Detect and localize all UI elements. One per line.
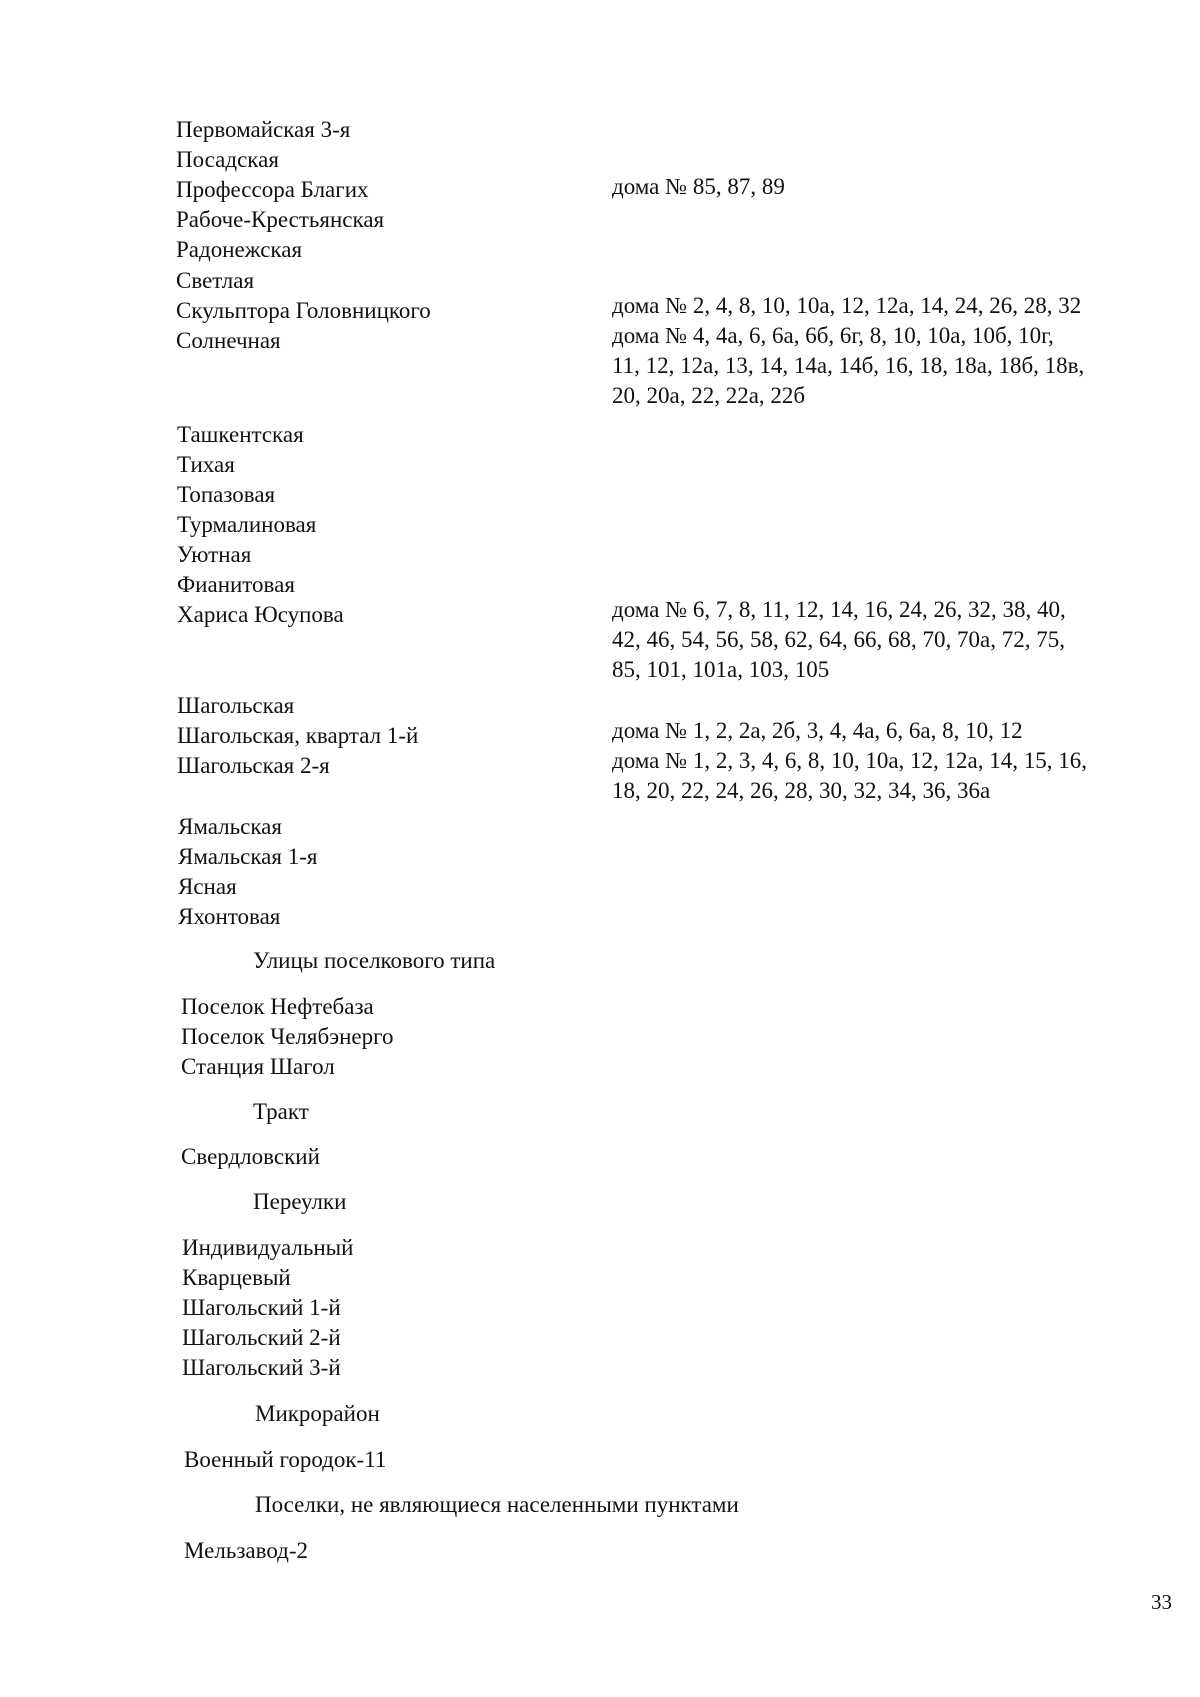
section-heading: Тракт: [253, 1099, 309, 1124]
section-heading: Улицы поселкового типа: [253, 948, 496, 973]
house-numbers-line: дома № 2, 4, 8, 10, 10а, 12, 12а, 14, 24, 26, 28, 32: [612, 293, 1082, 318]
street-name: Тихая: [177, 452, 235, 477]
house-numbers-line: 18, 20, 22, 24, 26, 28, 30, 32, 34, 36, 36а: [612, 778, 991, 803]
section-heading: Переулки: [253, 1189, 347, 1214]
street-name: Яхонтовая: [178, 904, 281, 929]
house-numbers: [612, 746, 1172, 806]
section-heading: Микрорайон: [255, 1401, 380, 1426]
street-name: Уютная: [177, 542, 252, 567]
house-numbers-line: 42, 46, 54, 56, 58, 62, 64, 66, 68, 70, 70а, 72, 75,: [612, 627, 1065, 652]
street-name: Посадская: [176, 147, 279, 172]
street-name: Солнечная: [176, 328, 281, 353]
list-item: Кварцевый: [182, 1265, 291, 1290]
page-number: 33: [1151, 1590, 1172, 1614]
house-numbers-line: дома № 6, 7, 8, 11, 12, 14, 16, 24, 26, 32, 38, 40,: [612, 597, 1066, 622]
street-name: Ямальская 1-я: [178, 844, 318, 869]
street-name: Ямальская: [178, 814, 282, 839]
street-name: Фианитовая: [177, 572, 295, 597]
list-item: Станция Шагол: [181, 1054, 335, 1079]
street-name: Рабоче-Крестьянская: [176, 207, 385, 232]
street-name: Радонежская: [176, 237, 303, 262]
list-item: Свердловский: [181, 1144, 320, 1169]
list-item: Шагольский 2-й: [182, 1325, 341, 1350]
house-numbers-line: дома № 4, 4а, 6, 6а, 6б, 6г, 8, 10, 10а, 10б, 10г,: [612, 323, 1054, 348]
list-item: Мельзавод-2: [184, 1538, 309, 1563]
house-numbers-line: дома № 85, 87, 89: [612, 174, 785, 199]
street-name: Шагольская: [177, 693, 295, 718]
street-name: Светлая: [176, 268, 255, 293]
house-numbers: [612, 716, 1172, 746]
house-numbers: [612, 595, 1172, 685]
street-name: Шагольская 2-я: [177, 753, 330, 778]
list-item: Индивидуальный: [182, 1235, 354, 1260]
list-item: Военный городок-11: [184, 1447, 387, 1472]
house-numbers-line: дома № 1, 2, 2а, 2б, 3, 4, 4а, 6, 6а, 8, 10, 12: [612, 718, 1023, 743]
street-name: Хариса Юсупова: [177, 602, 344, 627]
house-numbers: [612, 291, 1172, 321]
house-numbers-line: дома № 1, 2, 3, 4, 6, 8, 10, 10а, 12, 12а, 14, 15, 16,: [612, 748, 1087, 773]
street-name: Ташкентская: [177, 422, 304, 447]
street-name: Шагольская, квартал 1-й: [177, 723, 419, 748]
house-numbers-line: 11, 12, 12а, 13, 14, 14а, 14б, 16, 18, 18а, 18б, 18в,: [612, 353, 1085, 378]
street-name: Скульптора Головницкого: [176, 298, 431, 323]
street-name: Первомайская 3-я: [176, 117, 351, 142]
list-item: Поселок Нефтебаза: [181, 994, 374, 1019]
house-numbers-line: 85, 101, 101а, 103, 105: [612, 657, 830, 682]
house-numbers: [612, 321, 1172, 411]
list-item: Шагольский 1-й: [182, 1295, 341, 1320]
house-numbers: [612, 172, 1172, 202]
list-item: Шагольский 3-й: [182, 1355, 341, 1380]
house-numbers-line: 20, 20а, 22, 22а, 22б: [612, 383, 806, 408]
section-heading: Поселки, не являющиеся населенными пунктами: [255, 1492, 739, 1517]
street-name: Турмалиновая: [177, 512, 317, 537]
street-name: Профессора Благих: [176, 177, 369, 202]
list-item: Поселок Челябэнерго: [181, 1024, 394, 1049]
street-name: Ясная: [178, 874, 237, 899]
street-name: Топазовая: [177, 482, 276, 507]
